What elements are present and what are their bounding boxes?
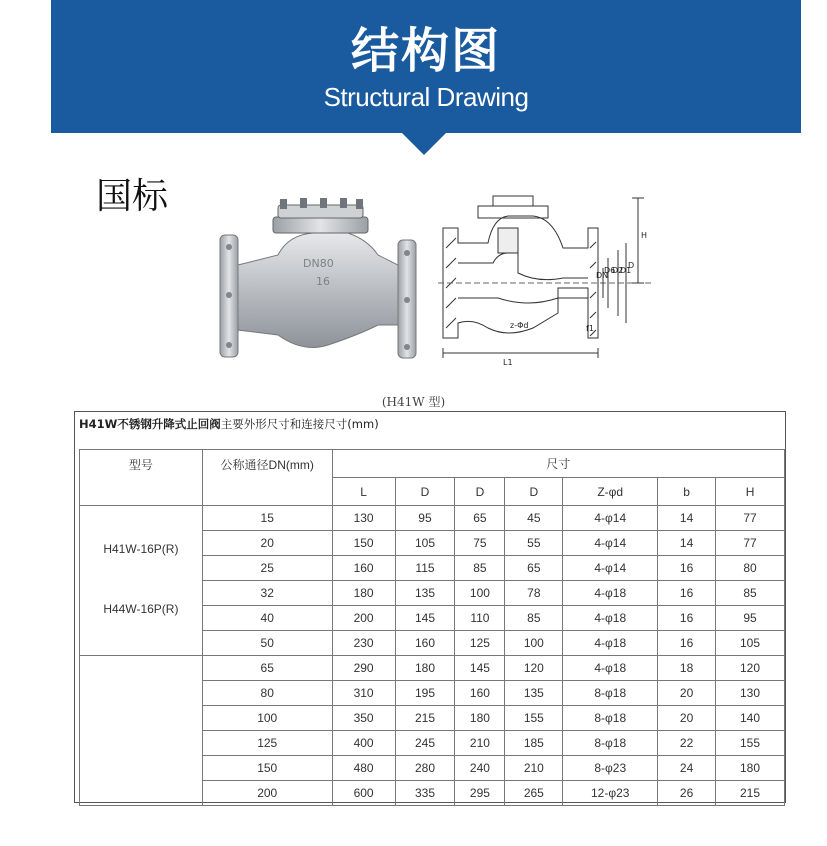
table-cell: 180: [716, 756, 785, 781]
table-cell: 4-φ14: [563, 556, 658, 581]
table-cell: 16: [658, 606, 716, 631]
table-cell: 160: [332, 556, 395, 581]
table-cell: 150: [332, 531, 395, 556]
table-cell: 22: [658, 731, 716, 756]
banner-subtitle: Structural Drawing: [323, 82, 529, 112]
table-cell: 8-φ18: [563, 706, 658, 731]
table-cell: 335: [395, 781, 455, 806]
table-cell: 400: [332, 731, 395, 756]
table-cell: 230: [332, 631, 395, 656]
model-cell-empty: [80, 656, 203, 806]
table-cell: 240: [455, 756, 505, 781]
table-cell: 135: [505, 681, 563, 706]
subheader-d: D: [395, 478, 455, 506]
table-row: [80, 656, 785, 681]
table-cell: 100: [505, 631, 563, 656]
dimension-table: [79, 449, 785, 806]
table-cell: 77: [716, 531, 785, 556]
table-cell: 85: [455, 556, 505, 581]
subheader-b: b: [658, 478, 716, 506]
table-cell: 65: [455, 506, 505, 531]
table-cell: 105: [716, 631, 785, 656]
table-cell: 77: [716, 506, 785, 531]
table-cell: 195: [395, 681, 455, 706]
table-cell: 75: [455, 531, 505, 556]
table-cell: 32: [202, 581, 332, 606]
table-cell: 8-φ18: [563, 731, 658, 756]
table-cell: 120: [716, 656, 785, 681]
table-caption: [79, 416, 379, 432]
table-cell: 8-φ18: [563, 681, 658, 706]
table-cell: 215: [716, 781, 785, 806]
table-cell: 125: [455, 631, 505, 656]
table-cell: 155: [505, 706, 563, 731]
table-cell: 65: [202, 656, 332, 681]
table-cell: 80: [716, 556, 785, 581]
table-cell: 16: [658, 556, 716, 581]
table-cell: 14: [658, 531, 716, 556]
subheader-l: L: [332, 478, 395, 506]
table-cell: 125: [202, 731, 332, 756]
cast-pn-text: 16: [316, 275, 330, 288]
table-cell: 185: [505, 731, 563, 756]
table-cell: 4-φ18: [563, 581, 658, 606]
cast-dn-text: DN80: [303, 257, 334, 270]
header-banner: [51, 0, 801, 133]
table-caption-rest: 主要外形尺寸和连接尺寸(mm): [220, 417, 379, 431]
table-cell: 200: [332, 606, 395, 631]
banner-pointer-arrow: [402, 133, 446, 155]
table-cell: 210: [505, 756, 563, 781]
table-cell: 65: [505, 556, 563, 581]
table-cell: 4-φ14: [563, 531, 658, 556]
label-z: z-Φd: [510, 321, 529, 330]
label-d1: D1: [620, 266, 632, 275]
table-cell: 20: [658, 706, 716, 731]
label-d: D: [628, 261, 635, 270]
table-cell: 55: [505, 531, 563, 556]
dimension-table-panel: [74, 411, 786, 803]
table-cell: 295: [455, 781, 505, 806]
table-cell: 85: [505, 606, 563, 631]
table-cell: 40: [202, 606, 332, 631]
table-cell: 24: [658, 756, 716, 781]
table-cell: 15: [202, 506, 332, 531]
table-cell: 145: [455, 656, 505, 681]
table-cell: 4-φ14: [563, 506, 658, 531]
table-cell: 245: [395, 731, 455, 756]
table-cell: 18: [658, 656, 716, 681]
valve-body: [238, 233, 398, 347]
table-cell: 200: [202, 781, 332, 806]
model-caption: (H41W 型): [381, 395, 446, 409]
table-cell: 160: [455, 681, 505, 706]
table-cell: 105: [395, 531, 455, 556]
table-cell: 135: [395, 581, 455, 606]
table-cell: 16: [658, 631, 716, 656]
subheader-d2: D: [505, 478, 563, 506]
table-cell: 310: [332, 681, 395, 706]
cross-section-drawing: [438, 188, 653, 368]
banner-title: 结构图: [350, 23, 501, 79]
table-cell: 130: [716, 681, 785, 706]
table-cell: 120: [505, 656, 563, 681]
table-cell: 100: [202, 706, 332, 731]
table-cell: 480: [332, 756, 395, 781]
table-cell: 150: [202, 756, 332, 781]
subheader-d1: D: [455, 478, 505, 506]
table-cell: 280: [395, 756, 455, 781]
model-name: H44W-16P(R): [103, 602, 179, 616]
table-cell: 80: [202, 681, 332, 706]
table-cell: 600: [332, 781, 395, 806]
valve-photo: [218, 195, 418, 360]
table-cell: 210: [455, 731, 505, 756]
label-dn: DN: [596, 271, 609, 280]
header-size: 尺寸: [332, 450, 784, 478]
subheader-h: H: [716, 478, 785, 506]
label-f1: f1: [586, 324, 594, 333]
table-cell: 50: [202, 631, 332, 656]
label-d6: D6: [604, 266, 616, 275]
table-cell: 8-φ23: [563, 756, 658, 781]
table-cell: 95: [395, 506, 455, 531]
table-cell: 160: [395, 631, 455, 656]
table-cell: 25: [202, 556, 332, 581]
table-cell: 350: [332, 706, 395, 731]
table-cell: 290: [332, 656, 395, 681]
table-cell: 95: [716, 606, 785, 631]
table-cell: 14: [658, 506, 716, 531]
table-cell: 4-φ18: [563, 631, 658, 656]
table-cell: 4-φ18: [563, 606, 658, 631]
table-cell: 20: [658, 681, 716, 706]
table-cell: 155: [716, 731, 785, 756]
table-cell: 115: [395, 556, 455, 581]
table-cell: 130: [332, 506, 395, 531]
standard-label: 国标: [96, 176, 169, 217]
table-cell: 12-φ23: [563, 781, 658, 806]
subheader-z: Z-φd: [563, 478, 658, 506]
table-caption-bold: H41W不锈钢升降式止回阀: [79, 417, 221, 431]
label-d2: D2: [612, 266, 624, 275]
table-cell: 4-φ18: [563, 656, 658, 681]
label-l1: L1: [503, 358, 513, 367]
table-cell: 20: [202, 531, 332, 556]
table-cell: 145: [395, 606, 455, 631]
table-cell: 45: [505, 506, 563, 531]
table-cell: 215: [395, 706, 455, 731]
table-cell: 85: [716, 581, 785, 606]
table-cell: 140: [716, 706, 785, 731]
table-cell: 265: [505, 781, 563, 806]
model-name: H41W-16P(R): [103, 542, 179, 556]
header-dn: 公称通径DN(mm): [202, 450, 332, 506]
model-cell: [80, 506, 203, 656]
table-cell: 180: [395, 656, 455, 681]
table-row: [80, 506, 785, 531]
table-cell: 180: [455, 706, 505, 731]
label-h: H: [641, 231, 648, 240]
header-model: 型号: [80, 450, 203, 506]
table-cell: 180: [332, 581, 395, 606]
table-cell: 26: [658, 781, 716, 806]
table-cell: 100: [455, 581, 505, 606]
table-cell: 110: [455, 606, 505, 631]
table-cell: 16: [658, 581, 716, 606]
table-cell: 78: [505, 581, 563, 606]
bonnet: [273, 217, 368, 233]
